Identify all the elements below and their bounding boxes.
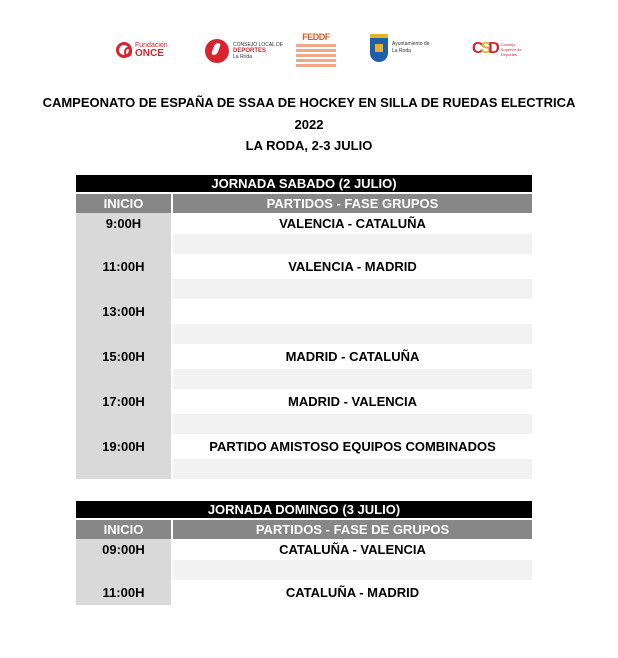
table-row [76, 580, 532, 605]
match: VALENCIA - MADRID [173, 254, 532, 279]
match: MADRID - CATALUÑA [173, 344, 532, 369]
table-row [76, 539, 532, 560]
logo-text: Consejo [500, 41, 516, 47]
table-row [76, 213, 532, 234]
match: VALENCIA - CATALUÑA [173, 213, 532, 234]
match: CATALUÑA - VALENCIA [173, 539, 532, 560]
csd-icon: CSD [472, 40, 497, 57]
start-time: 11:00H [76, 580, 171, 605]
logo-text: ONCE [135, 48, 164, 59]
column-header-matches: PARTIDOS - FASE DE GRUPOS [173, 520, 532, 539]
spacer-row [76, 459, 532, 479]
table-title: JORNADA DOMINGO (3 JULIO) [76, 501, 532, 518]
fedddf-logo [296, 32, 336, 67]
sunday-schedule-table [76, 501, 532, 605]
logo-text: Superior de [500, 46, 522, 52]
page-location-date: LA RODA, 2-3 JULIO [245, 138, 373, 153]
page-year: 2022 [294, 117, 324, 132]
logo-text: Deportes [500, 51, 518, 57]
table-row [76, 254, 532, 279]
table-row [76, 299, 532, 324]
start-time: 17:00H [76, 389, 171, 414]
spacer-row [76, 369, 532, 389]
once-icon [116, 42, 132, 58]
sponsor-logos [0, 32, 618, 72]
spacer-row [76, 414, 532, 434]
column-header-start: INICIO [76, 520, 171, 539]
logo-text: La Roda [392, 48, 411, 54]
match: PARTIDO AMISTOSO EQUIPOS COMBINADOS [173, 434, 532, 459]
spacer-row [76, 279, 532, 299]
saturday-schedule-table [76, 175, 532, 479]
logo-text: Ayuntamiento de [392, 41, 430, 47]
consejo-superior-deportes-logo [472, 40, 521, 58]
start-time: 9:00H [76, 213, 171, 234]
table-header-row [76, 192, 532, 213]
spacer-row [76, 324, 532, 344]
start-time: 09:00H [76, 539, 171, 560]
page-title: CAMPEONATO DE ESPAÑA DE SSAA DE HOCKEY EN SILLA DE RUEDAS ELECTRICA [42, 95, 576, 110]
spacer-row [76, 234, 532, 254]
logo-text: CONSEJO LOCAL DE [233, 42, 284, 48]
logo-text: Fundación [135, 42, 168, 49]
match: MADRID - VALENCIA [173, 389, 532, 414]
column-header-start: INICIO [76, 194, 171, 213]
logo-text: La Roda [233, 54, 252, 60]
table-row [76, 344, 532, 369]
spacer-row [76, 560, 532, 580]
start-time: 15:00H [76, 344, 171, 369]
start-time: 19:00H [76, 434, 171, 459]
fedddf-lines-icon [296, 42, 336, 67]
coat-of-arms-icon [370, 34, 388, 62]
table-header-row [76, 518, 532, 539]
fundacion-once-logo [116, 42, 168, 58]
ayuntamiento-la-roda-logo [370, 34, 429, 62]
column-header-matches: PARTIDOS - FASE GRUPOS [173, 194, 532, 213]
match [173, 299, 532, 324]
table-row [76, 434, 532, 459]
match: CATALUÑA - MADRID [173, 580, 532, 605]
logo-text: DEPORTES [233, 48, 267, 54]
start-time: 11:00H [76, 254, 171, 279]
table-row [76, 389, 532, 414]
table-title: JORNADA SABADO (2 JULIO) [76, 175, 532, 192]
start-time: 13:00H [76, 299, 171, 324]
logo-text: FEDDF [302, 32, 330, 42]
consejo-deportes-logo [205, 39, 283, 63]
runner-icon [205, 39, 229, 63]
